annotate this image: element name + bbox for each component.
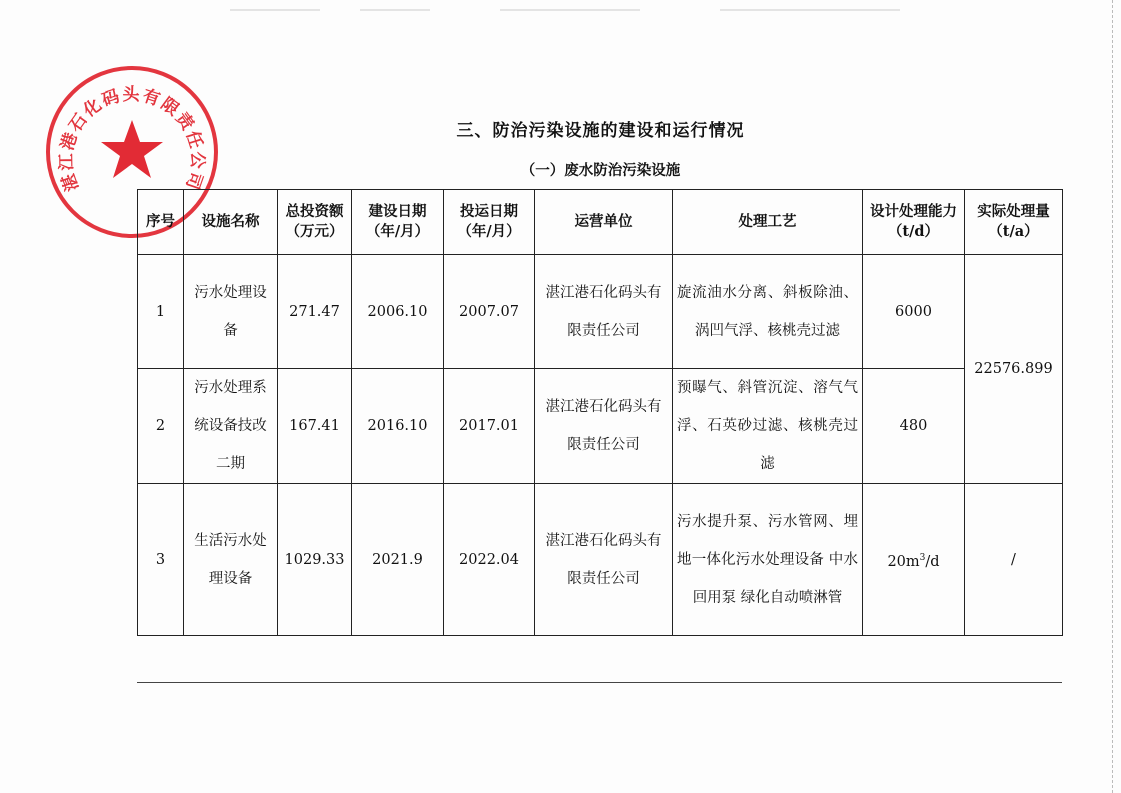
cell-capacity: 6000 [863,255,965,369]
cell-process-text: 旋流油水分离、斜板除油、涡凹气浮、核桃壳过滤 [677,284,858,339]
cell-process [673,255,863,369]
header-operation-date: 投运日期（年/月） [444,190,535,255]
header-capacity: 设计处理能力（t/d） [863,190,965,255]
cell-build-date: 2006.10 [352,255,444,369]
footer-divider [137,682,1062,683]
header-operator: 运营单位 [535,190,673,255]
cell-investment: 167.41 [278,369,352,484]
cell-seq: 1 [138,255,184,369]
header-actual: 实际处理量（t/a） [965,190,1063,255]
cell-operator-text: 湛江港石化码头有限责任公司 [545,399,662,453]
cell-actual-merged: 22576.899 [965,255,1063,484]
cell-seq: 2 [138,369,184,484]
cell-operator-text: 湛江港石化码头有限责任公司 [545,532,662,587]
cell-process [673,369,863,484]
cell-actual: / [965,484,1063,636]
cell-operator [535,369,673,484]
header-build-date: 建设日期（年/月） [352,190,444,255]
cell-capacity [863,484,965,636]
header-process: 处理工艺 [673,190,863,255]
cell-build-date: 2016.10 [352,369,444,484]
cell-capacity: 480 [863,369,965,484]
cell-process [673,484,863,636]
cell-operation-date: 2022.04 [444,484,535,636]
cell-name [184,255,278,369]
cell-name-text: 生活污水处理设备 [194,532,267,587]
subsection-title: （一）废水防治污染设施 [520,162,681,179]
cell-seq: 3 [138,484,184,636]
cell-name [184,369,278,484]
header-investment: 总投资额（万元） [278,190,352,255]
cell-operator-text: 湛江港石化码头有限责任公司 [545,284,662,339]
header-name: 设施名称 [184,190,278,255]
cell-operator [535,484,673,636]
scan-edge-marks [200,0,1060,6]
capacity-unit: /d [925,553,940,570]
cell-name [184,484,278,636]
table-row [138,484,1063,636]
cell-investment: 271.47 [278,255,352,369]
table-row [138,369,1063,484]
capacity-superscript: 3 [919,552,926,563]
table-header-row [138,190,1063,255]
cell-process-text: 预曝气、斜管沉淀、溶气气浮、石英砂过滤、核桃壳过滤 [677,380,858,472]
cell-name-text: 污水处理设备 [194,284,267,339]
header-seq: 序号 [138,190,184,255]
wastewater-facilities-table [137,189,1063,636]
section-title: 三、防治污染设施的建设和运行情况 [456,121,745,141]
seal-text: 湛江港石化码头有限责任公司 [56,85,208,194]
table-row [138,255,1063,369]
cell-name-text: 污水处理系统设备技改二期 [194,380,267,472]
cell-operation-date: 2007.07 [444,255,535,369]
cell-operation-date: 2017.01 [444,369,535,484]
cell-investment: 1029.33 [278,484,352,636]
cell-process-text: 污水提升泵、污水管网、埋地一体化污水处理设备 中水回用泵 绿化自动喷淋管 [677,513,858,606]
capacity-value: 20m [887,553,920,570]
cell-build-date: 2021.9 [352,484,444,636]
cell-operator [535,255,673,369]
